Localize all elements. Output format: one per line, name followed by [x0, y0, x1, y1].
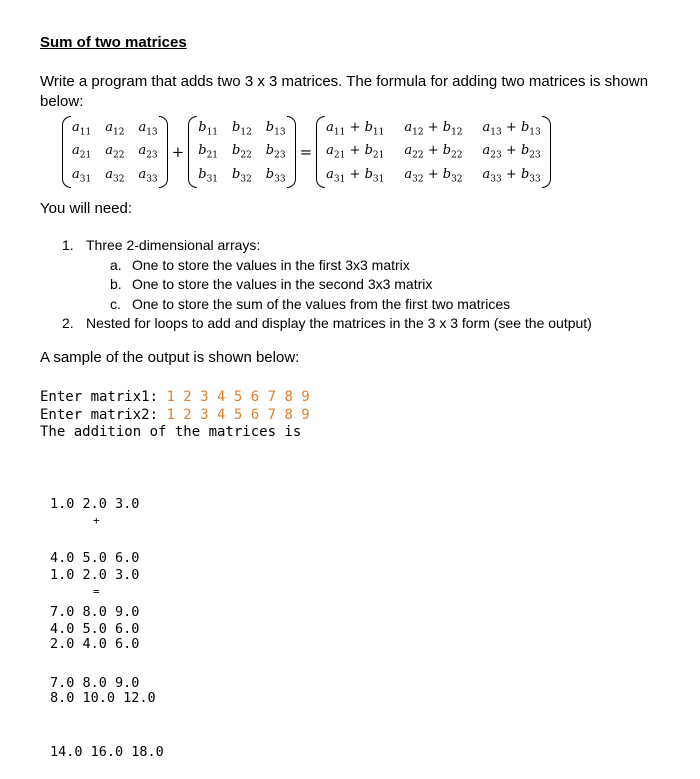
matrix-b-cell: $b_{33}$	[265, 166, 286, 185]
matrix-b-cell: $b_{32}$	[232, 166, 252, 185]
matrix-sum-cell: $a_{32} + b_{32}$	[404, 166, 463, 185]
matrix-sum-cell: $a_{33} + b_{33}$	[482, 166, 541, 185]
plus-operator: +	[171, 143, 185, 161]
list-item	[62, 256, 592, 276]
matrix-formula	[62, 116, 551, 188]
list-item-number: 1.	[62, 237, 74, 253]
list-item	[62, 295, 592, 315]
output-row: 1.0 2.0 3.0	[50, 496, 140, 512]
matrix-sum-cell: $a_{12} + b_{12}$	[404, 119, 463, 138]
output-row: 4.0 5.0 6.0	[50, 621, 140, 637]
matrix-sum	[316, 116, 551, 189]
list-item-text: Nested for loops to add and display the matrices in the 3 x 3 form (see the output)	[86, 315, 592, 331]
output-equals: =	[93, 585, 100, 598]
output-row: 7.0 8.0 9.0	[50, 604, 140, 620]
output-row: 2.0 4.0 6.0	[50, 636, 140, 652]
matrix-b-cell: $b_{22}$	[232, 143, 252, 161]
input-matrix1: 1 2 3 4 5 6 7 8 9	[166, 389, 310, 405]
list-item	[62, 314, 592, 334]
list-item-number: a.	[110, 256, 122, 273]
output-row: 7.0 8.0 9.0	[50, 675, 140, 691]
requirements-list	[62, 236, 592, 334]
list-item	[62, 236, 592, 256]
list-item	[62, 275, 592, 295]
list-item-text: One to store the values in the first 3x3 matrix	[132, 256, 410, 273]
output-row: 4.0 5.0 6.0	[50, 550, 140, 566]
output-row: 8.0 10.0 12.0	[50, 690, 156, 706]
you-will-need-label: You will need:	[40, 200, 133, 217]
matrix-a-cell: $a_{13}$	[138, 119, 158, 138]
matrix-sum-cell: $a_{11} + b_{11}$	[326, 119, 385, 138]
matrix-b-cell: $b_{21}$	[198, 143, 219, 161]
result-heading: The addition of the matrices is	[40, 424, 302, 440]
list-item-number: c.	[110, 295, 121, 312]
matrix-b-cell: $b_{12}$	[232, 119, 252, 138]
matrix-sum-cell: $a_{23} + b_{23}$	[482, 143, 541, 161]
list-item-text: Three 2-dimensional arrays:	[86, 237, 261, 253]
matrix-b-cell: $b_{31}$	[198, 166, 219, 185]
matrix-a-cell: $a_{21}$	[72, 143, 92, 161]
list-item-text: One to store the sum of the values from the first two matrices	[132, 295, 511, 312]
equals-operator: =	[299, 143, 313, 161]
matrix-sum-cell: $a_{13} + b_{13}$	[482, 119, 541, 138]
prompt-matrix2: Enter matrix2:	[40, 406, 167, 423]
output-row: 14.0 16.0 18.0	[50, 744, 164, 760]
matrix-a	[62, 116, 168, 189]
matrix-a-cell: $a_{11}$	[72, 119, 92, 138]
prompt-matrix1: Enter matrix1:	[40, 389, 167, 405]
matrix-a-cell: $a_{22}$	[105, 143, 125, 161]
console-input-block	[40, 389, 310, 442]
matrix-a-cell: $a_{23}$	[138, 143, 158, 161]
matrix-sum-cell: $a_{22} + b_{22}$	[404, 143, 463, 161]
list-item-number: b.	[110, 276, 122, 292]
list-item-number: 2.	[62, 315, 74, 331]
matrix-b-cell: $b_{13}$	[265, 119, 286, 138]
intro-text: Write a program that adds two 3 x 3 matrices. The formula for adding two matrices is shown below:	[40, 73, 649, 110]
output-row: 1.0 2.0 3.0	[50, 567, 140, 583]
matrix-sum-cell: $a_{21} + b_{21}$	[326, 143, 385, 161]
output-plus: +	[93, 514, 100, 527]
sample-output-label: A sample of the output is shown below:	[40, 349, 300, 366]
matrix-sum-cell: $a_{31} + b_{31}$	[326, 166, 385, 185]
input-matrix2: 1 2 3 4 5 6 7 8 9	[166, 406, 310, 423]
list-item-text: One to store the values in the second 3x3 matrix	[132, 276, 433, 292]
matrix-b-cell: $b_{11}$	[198, 119, 219, 138]
output-matrix-sum	[50, 599, 164, 779]
matrix-b-cell: $b_{23}$	[265, 143, 286, 161]
matrix-a-cell: $a_{33}$	[138, 166, 158, 185]
matrix-a-cell: $a_{32}$	[105, 166, 125, 185]
matrix-b	[188, 116, 295, 189]
matrix-a-cell: $a_{31}$	[72, 166, 92, 185]
page-title: Sum of two matrices	[40, 34, 187, 51]
matrix-a-cell: $a_{12}$	[105, 119, 125, 138]
